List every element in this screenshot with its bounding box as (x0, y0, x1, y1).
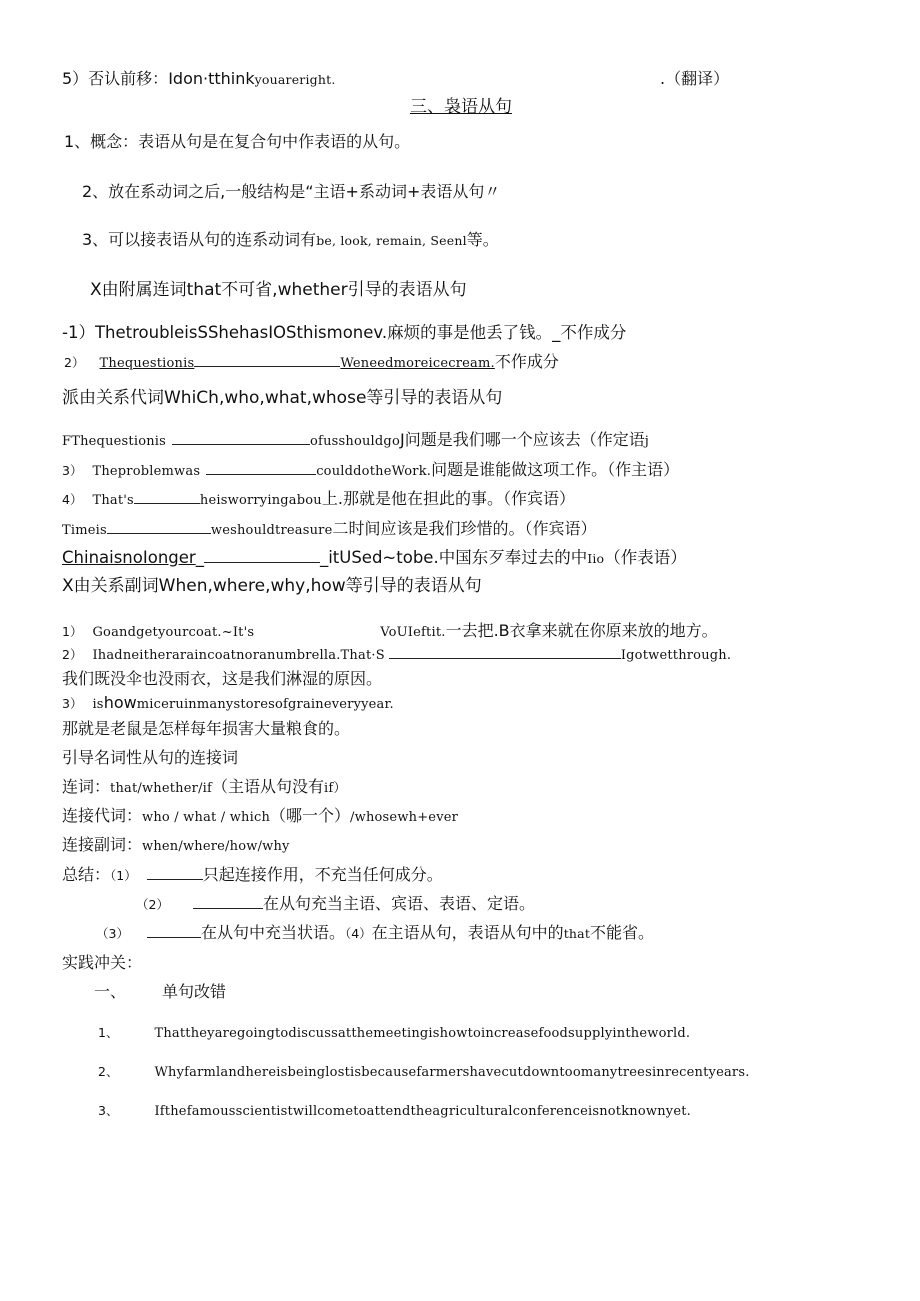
subheading-adverbs: X由关系副词When,where,why,how等引导的表语从句 (62, 576, 482, 596)
words: that/whether/if (110, 781, 213, 796)
sentence: Whyfarmlandhereisbeinglostisbecausefarmershavecutdowntoomanytreesinrecentyears. (154, 1065, 750, 1080)
words: when/where/how/why (142, 839, 290, 854)
text-a: Thequestionis (99, 356, 195, 371)
num: 3、 (98, 1103, 119, 1118)
example-who (62, 459, 679, 483)
text-c: 问题是谁能做这项工作。（作主语） (431, 460, 680, 479)
words: who / what / which (142, 810, 271, 825)
sentence: Ifthefamousscientistwillcometoattendtheagriculturalconferenceisnotknownyet. (154, 1104, 691, 1119)
summary-3 (96, 922, 654, 945)
num: 4） (62, 492, 83, 507)
label: 5）否认前移： (62, 69, 169, 88)
text-4-end: 不能省。 (590, 923, 655, 942)
num: 一、 (94, 982, 127, 1001)
num: 1、 (98, 1025, 119, 1040)
example-trouble: -1）ThetroubleisSShehasIOSthismonev.麻烦的事是他丢了钱。_不作成分 (62, 323, 627, 342)
text-c: J问题是我们哪一个应该去（作定语 (400, 430, 645, 449)
text-b: coulddotheWork. (316, 464, 432, 479)
summary-2 (136, 893, 535, 916)
text: 3、可以接表语从句的连系动词有 (82, 230, 317, 249)
note: （哪一个） (270, 806, 351, 825)
text-end: 等。 (466, 230, 499, 249)
text-b: Igotwetthrough. (620, 648, 732, 663)
text-b: VoUIeftit. (380, 625, 446, 640)
concept-line: 1、概念：表语从句是在复合句中作表语的从句。 (64, 132, 411, 151)
example-question (64, 351, 559, 375)
position-line: 2、放在系动词之后,一般结构是“主语+系动词+表语从句〃 (82, 182, 501, 201)
conjunctions-line (62, 776, 347, 800)
num: 3） (62, 463, 83, 478)
sentence: Thattheyaregoingtodiscussatthemeetingishowtoincreasefoodsupplyintheworld. (154, 1026, 691, 1041)
text-4: 在主语从句，表语从句中的 (371, 923, 564, 942)
that-word: that (563, 926, 591, 941)
answer-blank[interactable] (194, 352, 340, 367)
pronouns-line (62, 805, 458, 829)
text-b: heisworryingabou (199, 493, 322, 508)
example-what (62, 488, 575, 512)
text-a: ChinaisnoIonger (62, 548, 196, 567)
why-translation: 我们既没伞也没雨衣，这是我们淋湿的原因。 (62, 669, 383, 688)
text: 只起连接作用，不充当任何成分。 (202, 865, 443, 884)
num: 3） (62, 696, 83, 711)
text-c: moreicecream. (393, 356, 495, 371)
text-a: is (92, 697, 104, 712)
text-e: Iio (587, 551, 605, 566)
line-5-negation (62, 68, 336, 91)
answer-blank[interactable] (147, 865, 203, 880)
example-how (62, 692, 394, 716)
num: 2） (64, 355, 85, 370)
sentence: youareright. (254, 72, 336, 87)
text-c: 二时间应该是我们珍惜的。（作宾语） (332, 519, 597, 538)
num-4: （4） (344, 926, 372, 941)
answer-blank[interactable] (206, 460, 316, 475)
text-a: Goandgetyourcoat.~It's (92, 625, 255, 640)
num: 2、 (98, 1064, 119, 1079)
translate-note: .（翻译） (660, 69, 730, 88)
text-f: （作表语） (604, 548, 687, 567)
example-why (62, 643, 731, 667)
section-title: 三、袅语从句 (410, 97, 512, 117)
answer-blank[interactable] (172, 430, 310, 445)
example-time (62, 518, 596, 542)
subheading-pronouns: 派由关系代词WhiCh,who,what,whose等引导的表语从句 (62, 388, 503, 408)
text-d: 中国东歹奉过去的中 (438, 548, 588, 567)
text-b: _ (195, 548, 204, 567)
example-which (62, 429, 649, 453)
subheading-that-whether: X由附属连词that不可省,whether引导的表语从句 (90, 280, 467, 300)
adverbs-line (62, 834, 290, 858)
num: 1） (62, 624, 83, 639)
text-c: 一去把.B衣拿来就在你原来放的地方。 (445, 621, 718, 640)
example-where (62, 620, 718, 644)
answer-blank[interactable] (193, 894, 263, 909)
text-a: FThequestionis (62, 434, 167, 449)
practice-heading: 实践冲关： (62, 953, 143, 972)
example-china (62, 547, 687, 570)
text-a: Theproblemwas (92, 464, 201, 479)
label: 连词： (62, 777, 111, 796)
label: 单句改错 (162, 982, 227, 1001)
text-b: ofusshouldgo (310, 434, 400, 449)
num: （3） (96, 926, 129, 941)
answer-blank[interactable] (147, 923, 201, 938)
connectives-heading: 引导名词性从句的连接词 (62, 748, 239, 767)
text-c: 上.那就是他在担此的事。（作宾语） (321, 489, 575, 508)
text-c: miceruinmanystoresofgraineveryyear. (136, 697, 394, 712)
word-dont-think: don·tthink (172, 69, 255, 88)
note: （主语从句没有 (212, 777, 325, 796)
text-b: weshouldtreasure (210, 523, 333, 538)
text-c: _itUSed~tobe. (319, 548, 439, 567)
note: 不作成分 (494, 352, 559, 371)
num: （1） (110, 868, 137, 883)
text-b: Weneed (340, 356, 394, 371)
how-translation: 那就是老鼠是怎样每年损害大量粮食的。 (62, 719, 351, 738)
text-a: That's (92, 493, 134, 508)
note-end: if） (324, 781, 347, 796)
label: 总结： (62, 865, 111, 884)
verbs: be, look, remain, Seenl (316, 233, 467, 248)
text: 在从句中充当状语。 (200, 923, 345, 942)
text: 在从句充当主语、宾语、表语、定语。 (262, 894, 535, 913)
exercise-2 (98, 1060, 750, 1084)
text-a: Timeis (62, 523, 107, 538)
words-end: /whosewh+ever (350, 810, 459, 825)
word-i: I (168, 69, 173, 88)
num: （2） (136, 897, 169, 912)
summary-1 (62, 864, 443, 887)
label: 连接代词： (62, 806, 143, 825)
answer-blank[interactable] (204, 548, 320, 563)
exercise-1 (98, 1021, 690, 1045)
linking-verbs-line (82, 229, 499, 252)
answer-blank[interactable] (134, 489, 200, 504)
num: 2） (62, 647, 83, 662)
exercise-heading (94, 981, 226, 1003)
answer-blank[interactable] (107, 519, 211, 534)
exercise-3 (98, 1099, 691, 1123)
text-b: how (103, 693, 137, 712)
label: 连接副词： (62, 835, 143, 854)
answer-blank[interactable] (389, 644, 621, 659)
text-d: j (644, 434, 649, 449)
text-a: Ihadneitheraraincoatnoranumbrella.That·S (92, 648, 385, 663)
